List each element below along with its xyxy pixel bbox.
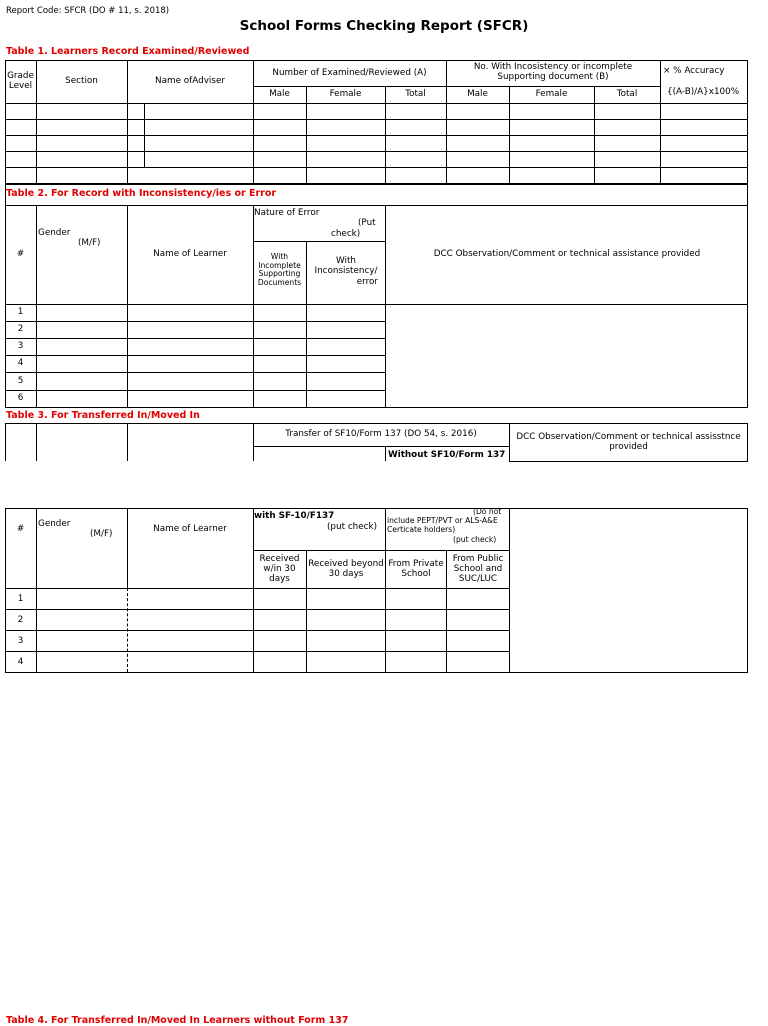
row-number: 2 <box>17 324 24 334</box>
header-transfer: Transfer of SF10/Form 137 (DO 54, s. 2016) <box>285 429 477 439</box>
header-put-check: (Put <box>358 218 376 228</box>
header-total-b: Total <box>616 89 638 99</box>
header-incomplete-docs: With Incomplete Supporting Documents <box>257 252 302 287</box>
row-number: 4 <box>17 657 24 667</box>
header-put-check-2: check) <box>331 229 361 239</box>
header-without-sf10: Without SF10/Form 137 <box>388 450 506 460</box>
accuracy-formula: {(A-B)/A}x100% <box>667 87 740 97</box>
header-dcc-transfer: DCC Observation/Comment or technical assisstnce provided <box>516 432 741 452</box>
row-number: 1 <box>17 307 24 317</box>
header-num: # <box>16 249 25 259</box>
header-grade-level: Grade Level <box>7 71 34 91</box>
header-gender-mf: (M/F) <box>90 529 113 539</box>
header-put-check: (put check) <box>327 522 378 532</box>
header-male-b: Male <box>467 89 488 99</box>
header-dcc: DCC Observation/Comment or technical assistance provided <box>433 249 701 259</box>
table1-title: Table 1. Learners Record Examined/Reviewed <box>6 46 250 57</box>
header-learner: Name of Learner <box>153 524 227 534</box>
table4-title: Table 4. For Transferred In/Moved In Learners without Form 137 <box>6 1015 349 1026</box>
header-include-note: include PEPT/PVT or ALS-A&E Certicate holders) <box>387 516 498 534</box>
row-number: 3 <box>17 341 24 351</box>
header-with-sf10: with SF-10/F137 <box>254 511 335 521</box>
row-number: 2 <box>17 615 24 625</box>
header-gender: Gender <box>38 228 71 238</box>
header-total-a: Total <box>405 89 426 99</box>
header-gender-mf: (M/F) <box>78 238 101 248</box>
header-received-30: Received w/in 30 days <box>259 554 300 584</box>
table3-title: Table 3. For Transferred In/Moved In <box>6 410 200 421</box>
header-received-beyond: Received beyond 30 days <box>308 559 384 579</box>
header-learner: Name of Learner <box>153 249 227 259</box>
header-nature-error: Nature of Error <box>254 208 320 218</box>
header-female-a: Female <box>329 89 362 99</box>
header-accuracy: × % Accuracy <box>663 66 725 76</box>
page-title: School Forms Checking Report (SFCR) <box>239 18 529 34</box>
header-from-private: From Private School <box>388 559 444 579</box>
header-gender: Gender <box>38 519 71 529</box>
row-number: 4 <box>17 358 24 368</box>
header-put-check-2: (put check) <box>453 535 497 544</box>
report-code: Report Code: SFCR (DO # 11, s. 2018) <box>6 6 170 16</box>
header-with-inconsistency: With Inconsistency/ <box>314 256 378 276</box>
row-number: 1 <box>17 594 24 604</box>
row-number: 3 <box>17 636 24 646</box>
header-section: Section <box>65 76 98 86</box>
header-inconsistency: No. With Incosistency or incomplete Supporting document (B) <box>473 62 633 82</box>
table2-title: Table 2. For Record with Inconsistency/ies or Error <box>6 188 277 199</box>
header-examined: Number of Examined/Reviewed (A) <box>272 68 427 78</box>
header-num: # <box>16 524 25 534</box>
header-error: error <box>356 277 378 287</box>
row-number: 5 <box>17 376 24 386</box>
header-from-public: From Public School and SUC/LUC <box>452 554 504 584</box>
row-number: 6 <box>17 393 24 403</box>
header-female-b: Female <box>535 89 568 99</box>
header-male-a: Male <box>269 89 290 99</box>
header-do-not: (Do not <box>473 507 502 516</box>
header-adviser: Name ofAdviser <box>155 76 225 86</box>
